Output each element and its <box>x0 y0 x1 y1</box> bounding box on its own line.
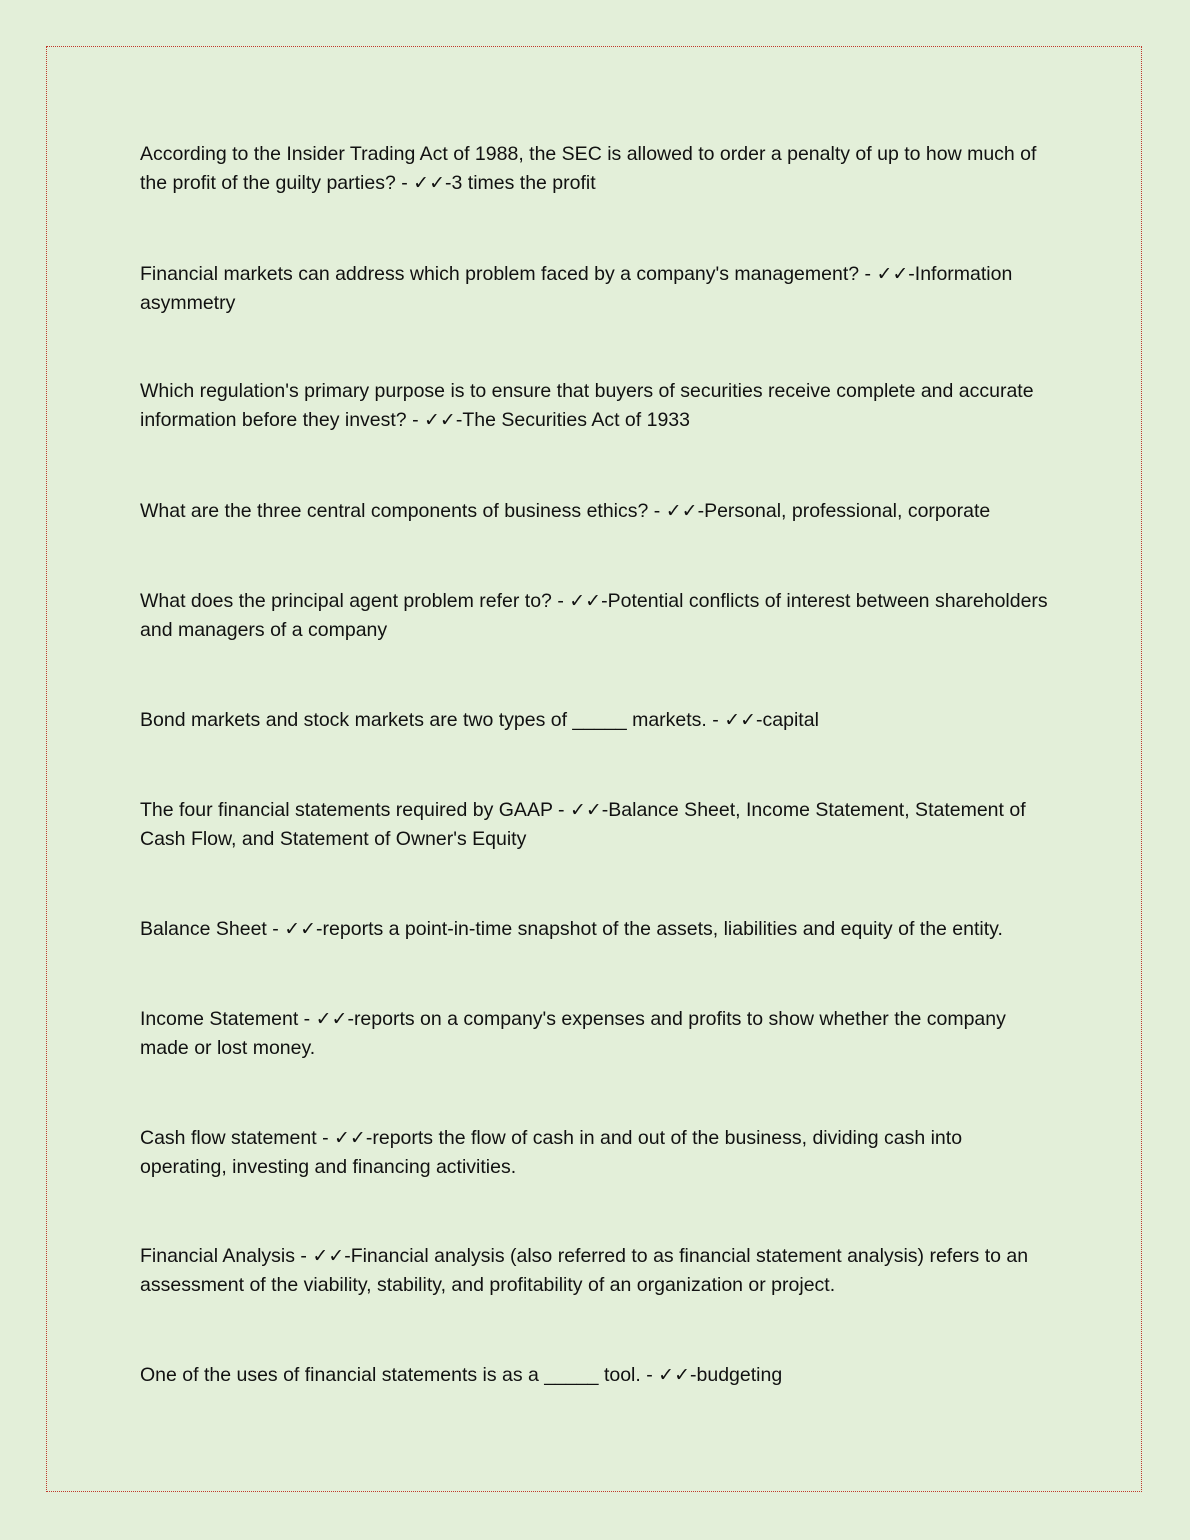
dash: - <box>445 172 452 194</box>
double-check-icon: ✓✓ <box>569 590 602 612</box>
answer-text: budgeting <box>696 1364 783 1386</box>
separator: - <box>266 918 285 940</box>
separator: - <box>640 1364 659 1386</box>
separator: - <box>648 500 666 522</box>
answer-text: reports a point-in-time snapshot of the assets, liabilities and equity of the entity. <box>322 918 1003 940</box>
question-text: One of the uses of financial statements is as a _____ tool. <box>140 1364 641 1386</box>
answer-text: Potential conflicts of interest between shareholders and managers of a company <box>140 590 1048 641</box>
double-check-icon: ✓✓ <box>876 263 909 285</box>
separator: - <box>552 799 570 821</box>
dash: - <box>365 1127 373 1149</box>
qa-item <box>140 140 1050 198</box>
question-text: What does the principal agent problem refer to? <box>140 590 552 612</box>
double-check-icon: ✓✓ <box>284 918 317 940</box>
answer-text: Personal, professional, corporate <box>704 500 991 522</box>
answer-text: Information asymmetry <box>140 263 1013 314</box>
qa-item <box>140 1361 1050 1390</box>
answer-text: 3 times the profit <box>451 172 596 194</box>
qa-item <box>140 1005 1050 1063</box>
qa-item <box>140 587 1050 645</box>
separator: - <box>859 263 877 285</box>
question-text: Balance Sheet <box>140 918 267 940</box>
qa-item <box>140 1242 1050 1300</box>
separator: - <box>316 1127 335 1149</box>
dash: - <box>347 1008 354 1030</box>
double-check-icon: ✓✓ <box>424 409 456 431</box>
dash: - <box>455 409 463 431</box>
question-text: Which regulation's primary purpose is to ensure that buyers of securities receive complete and accurate information before they invest? <box>140 380 1034 431</box>
qa-item <box>140 1124 1050 1182</box>
dash: - <box>908 263 915 285</box>
qa-item <box>140 706 1050 735</box>
answer-text: Financial analysis (also referred to as financial statement analysis) refers to an assessment of the viability, stability, and profitability of an organization or project. <box>140 1245 1029 1296</box>
separator: - <box>395 172 414 194</box>
double-check-icon: ✓✓ <box>724 709 757 731</box>
answer-text: reports the flow of cash in and out of the business, dividing cash into operating, investing and financing activities. <box>140 1127 963 1178</box>
answer-text: Balance Sheet, Income Statement, Statement of Cash Flow, and Statement of Owner's Equity <box>140 799 1026 850</box>
question-text: Cash flow statement <box>140 1127 317 1149</box>
question-text: Financial markets can address which problem faced by a company's management? <box>140 263 860 285</box>
separator: - <box>551 590 570 612</box>
separator: - <box>295 1245 313 1267</box>
answer-text: The Securities Act of 1933 <box>462 409 690 431</box>
dash: - <box>316 918 323 940</box>
question-text: Income Statement <box>140 1008 299 1030</box>
double-check-icon: ✓✓ <box>413 172 446 194</box>
question-text: Bond markets and stock markets are two types of _____ markets. <box>140 709 707 731</box>
question-text: Financial Analysis <box>140 1245 295 1267</box>
question-text: The four financial statements required by GAAP <box>140 799 553 821</box>
qa-item <box>140 796 1050 854</box>
question-text: According to the Insider Trading Act of 1988, the SEC is allowed to order a penalty of up to how much of the profit of the guilty parties? <box>140 143 1037 194</box>
double-check-icon: ✓✓ <box>569 799 602 821</box>
qa-item <box>140 497 1050 526</box>
double-check-icon: ✓✓ <box>312 1245 345 1267</box>
double-check-icon: ✓✓ <box>334 1127 366 1149</box>
qa-item <box>140 915 1050 944</box>
separator: - <box>298 1008 316 1030</box>
answer-text: reports on a company's expenses and profits to show whether the company made or lost money. <box>140 1008 1006 1059</box>
dash: - <box>756 709 763 731</box>
dash: - <box>344 1245 351 1267</box>
qa-item <box>140 377 1050 435</box>
dash: - <box>601 799 609 821</box>
separator: - <box>706 709 725 731</box>
double-check-icon: ✓✓ <box>665 500 698 522</box>
double-check-icon: ✓✓ <box>315 1008 348 1030</box>
dash: - <box>601 590 608 612</box>
dash: - <box>697 500 705 522</box>
question-text: What are the three central components of business ethics? <box>140 500 649 522</box>
answer-text: capital <box>762 709 819 731</box>
double-check-icon: ✓✓ <box>658 1364 690 1386</box>
separator: - <box>406 409 424 431</box>
dash: - <box>690 1364 697 1386</box>
qa-item <box>140 260 1050 318</box>
